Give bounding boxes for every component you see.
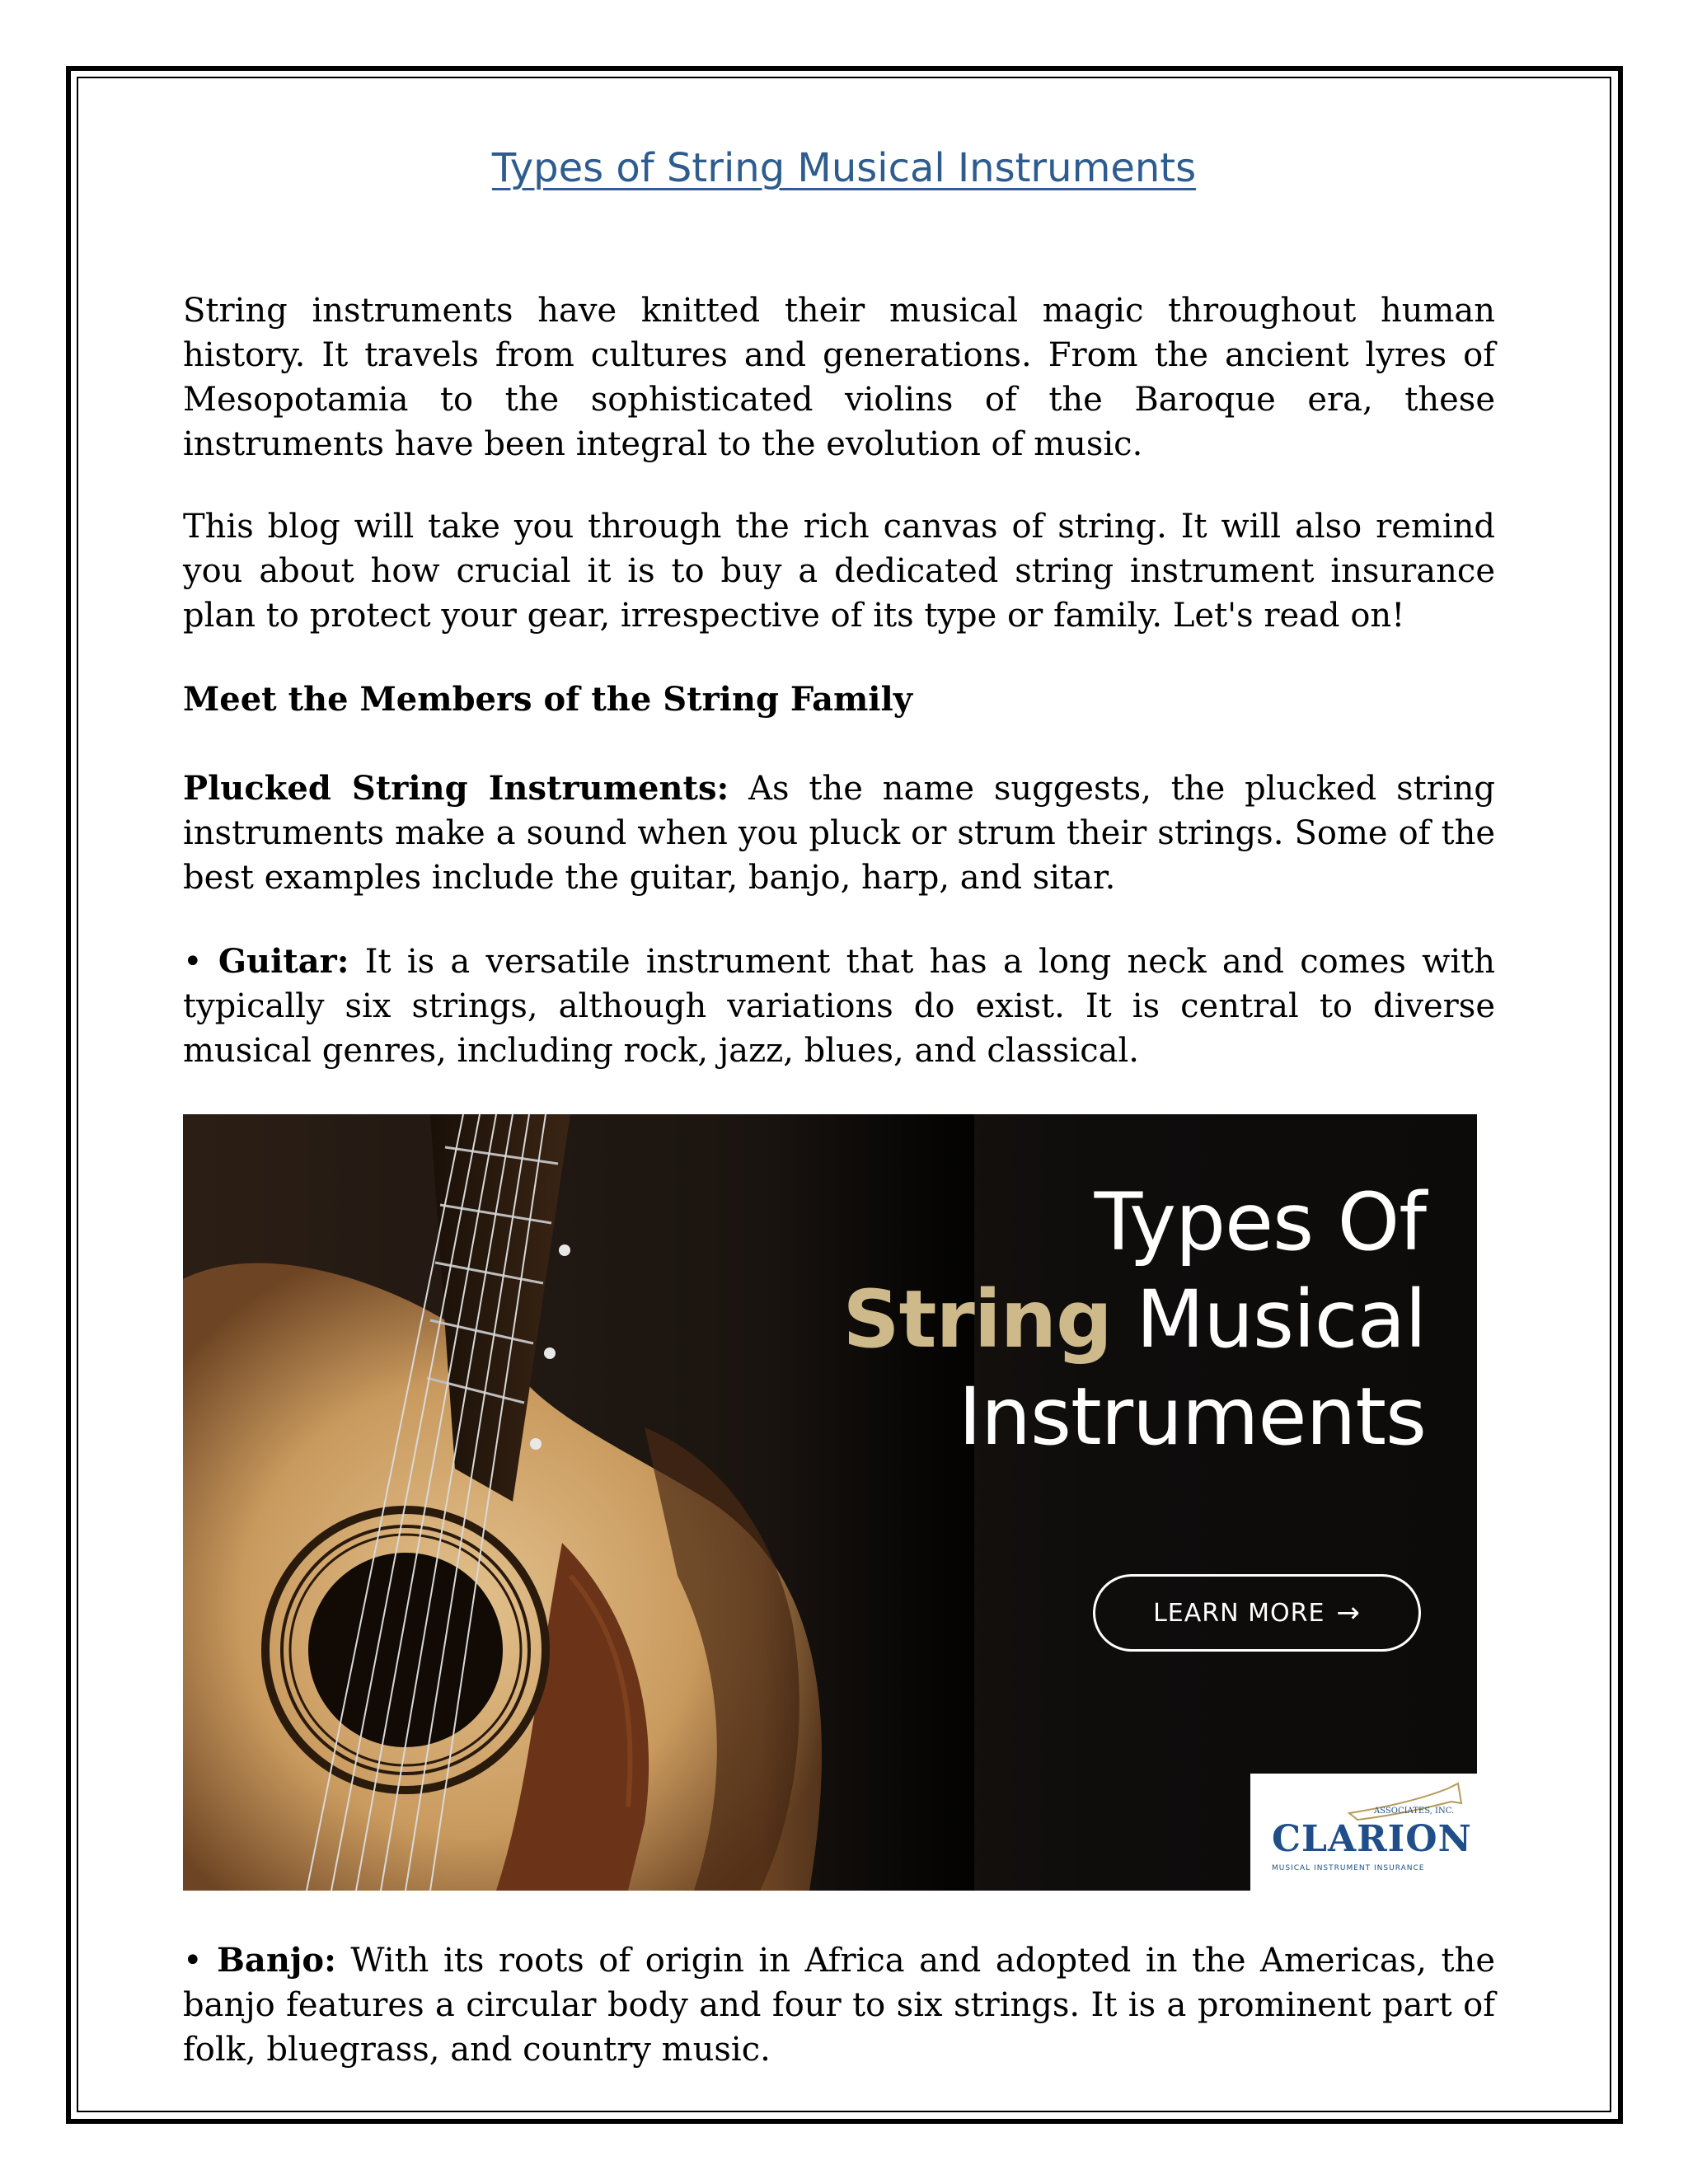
intro-paragraph-2 [183,504,1495,638]
page-title[interactable]: Types of String Musical Instruments [491,145,1197,191]
plucked-text: As the name suggests, the plucked string instruments make a sound when you pluck or strum their strings. Some of the best examples include the guitar, banjo, harp, and sitar. [183,770,1495,897]
guitar-label: Guitar: [218,942,349,981]
banjo-bullet: • [183,1942,218,1980]
clarion-logo [1250,1774,1477,1891]
intro-text: String instruments have knitted their musical magic throughout human history. It travels from cultures and generations. From the ancient lyres of Mesopotamia to the sophisticated violins of the Baroque era, these instruments have been integral to the evolution of music. [183,292,1495,463]
learn-more-button[interactable] [1093,1574,1421,1652]
guitar-text: It is a versatile instrument that has a long neck and comes with typically six strings, although variations do exist. It is central to diverse musical genres, including rock, jazz, blues, and classical. [183,943,1495,1070]
logo-word: CLARION [1272,1818,1472,1860]
banner-line1: Types Of [1094,1176,1426,1268]
banner-heading [843,1174,1427,1465]
banner-accent-word: String [842,1273,1112,1366]
guitar-bullet: • [183,943,218,981]
logo-assoc-text: ASSOCIATES, INC. [1374,1807,1455,1816]
banner-line2-rest: Musical [1111,1273,1426,1366]
learn-more-label: LEARN MORE [1153,1598,1325,1628]
plucked-paragraph [183,766,1495,900]
section-heading: Meet the Members of the String Family [183,680,912,719]
guitar-paragraph [183,940,1495,1073]
guitar-banner-image[interactable] [183,1114,1477,1891]
banjo-paragraph [183,1938,1495,2072]
banner-line3: Instruments [958,1371,1426,1463]
banner-line2 [843,1271,1427,1368]
plucked-label: Plucked String Instruments: [183,769,729,808]
arrow-right-icon: → [1336,1596,1361,1629]
banjo-text: With its roots of origin in Africa and adopted in the Americas, the banjo features a circular body and four to six strings. It is a prominent part of folk, bluegrass, and country music. [183,1942,1495,2069]
banjo-label: Banjo: [217,1941,336,1980]
logo-tagline: MUSICAL INSTRUMENT INSURANCE [1272,1864,1425,1872]
intro2-text: This blog will take you through the rich canvas of string. It will also remind you about how crucial it is to buy a dedicated string instrument insurance plan to protect your gear, irrespective of its type or family. Let's read on! [183,508,1495,635]
intro-paragraph [183,288,1495,466]
